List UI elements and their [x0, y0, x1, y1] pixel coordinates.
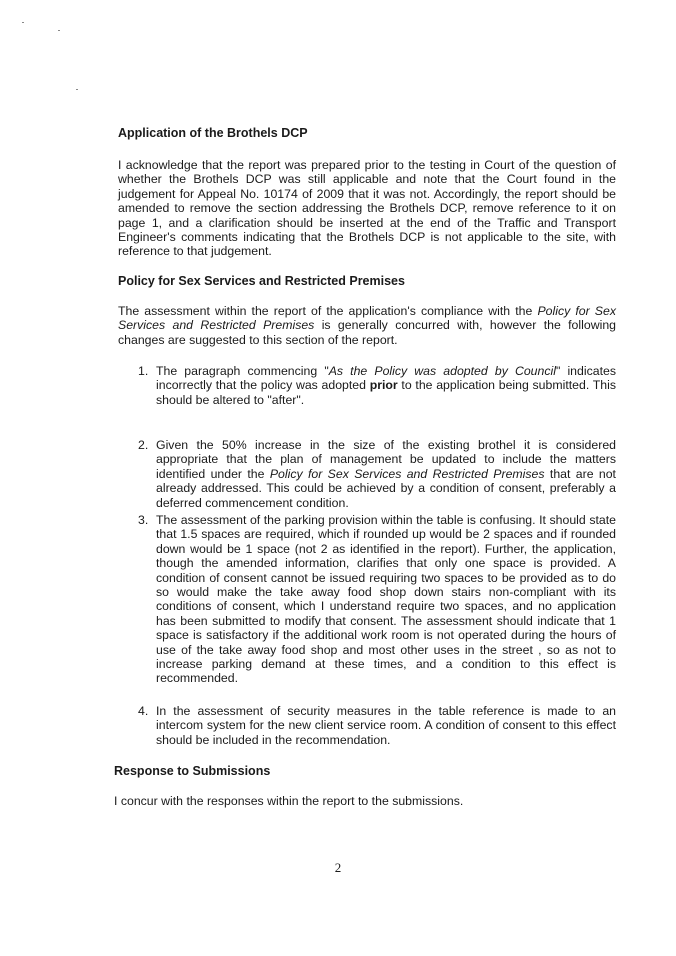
- section-policy-intro: [118, 304, 616, 347]
- section-heading: Policy for Sex Services and Restricted Premises: [118, 274, 405, 288]
- scan-speck: [76, 89, 78, 90]
- section-heading: Response to Submissions: [114, 764, 271, 778]
- list-text: In the assessment of security measures in the table reference is made to an intercom system for the new client service room. A condition of consent to this effect should be included in the recommendation.: [156, 704, 616, 747]
- page-number: 2: [334, 860, 342, 875]
- text-run: The paragraph commencing ": [156, 364, 329, 378]
- policy-title: Policy for Sex Services and Restricted Premises: [269, 466, 545, 481]
- text-run: to the application being submitted. This should be altered to "after".: [156, 378, 616, 407]
- text-run: The assessment within the report of the application's compliance with the: [118, 304, 538, 318]
- section-brothels-body: [118, 158, 616, 259]
- list-number: 1.: [138, 364, 149, 378]
- section-policy: [118, 274, 616, 289]
- text-run: is generally concurred with, however the following changes are suggested to this section of the report.: [118, 318, 616, 347]
- policy-title: Policy for Sex Services and Restricted Premises: [118, 304, 616, 333]
- list-item: [138, 704, 616, 747]
- list-number: 2.: [138, 438, 149, 452]
- text-run: that are not already addressed. This could be achieved by a condition of consent, preferably a deferred commencement condition.: [156, 466, 616, 510]
- section-brothels-dcp: [118, 126, 616, 141]
- list-item: [138, 438, 616, 510]
- scan-speck: [22, 22, 24, 23]
- paragraph: I concur with the responses within the report to the submissions.: [114, 794, 464, 808]
- text-run: Given the 50% increase in the size of the existing brothel it is considered appropriate that the plan of management be updated to include the matters identified under the: [156, 438, 616, 481]
- list-number: 4.: [138, 704, 149, 718]
- section-response: [114, 764, 612, 779]
- emphasis: prior: [369, 378, 398, 393]
- paragraph: I acknowledge that the report was prepared prior to the testing in Court of the question of whether the Brothels DCP was still applicable and note that the Court found in the judgement for Appeal No. 10174 of 2009 that it was not. Accordingly, the report should be amended to remove the section addressing the Brothels DCP, remove reference to it on page 1, and a clarification should be inserted at the end of the Traffic and Transport Engineer's comments indicating that the Brothels DCP is not applicable to the site, with reference to that judgement.: [118, 158, 616, 259]
- text-run: " indicates incorrectly that the policy was adopted: [156, 364, 616, 393]
- list-text: [156, 438, 616, 510]
- list-text: The assessment of the parking provision within the table is confusing. It should state that 1.5 spaces are required, which if rounded up would be 2 spaces and if rounded down would be 1 space (not 2 as identified in the report). Further, the application, though the amended information, clarifies that only one space is provided. A condition of consent cannot be issued requiring two spaces to be provided as to do so would make the take away food shop down stairs non-compliant with its conditions of consent, which I understand require two spaces, and no application has been submitted to modify that consent. The assessment should indicate that 1 space is satisfactory if the additional work room is not operated during the hours of use of the take away food shop and most other uses in the street , so as not to increase parking demand at these times, and a condition to this effect is recommended.: [156, 513, 616, 686]
- list-item: [138, 364, 616, 407]
- section-heading: Application of the Brothels DCP: [118, 126, 308, 140]
- list-text: [156, 364, 616, 407]
- section-response-body: [114, 794, 612, 808]
- paragraph: [118, 304, 616, 347]
- list-number: 3.: [138, 513, 149, 527]
- list-item: [138, 513, 616, 686]
- scan-speck: [58, 30, 60, 31]
- quoted-phrase: As the Policy was adopted by Council: [328, 364, 556, 378]
